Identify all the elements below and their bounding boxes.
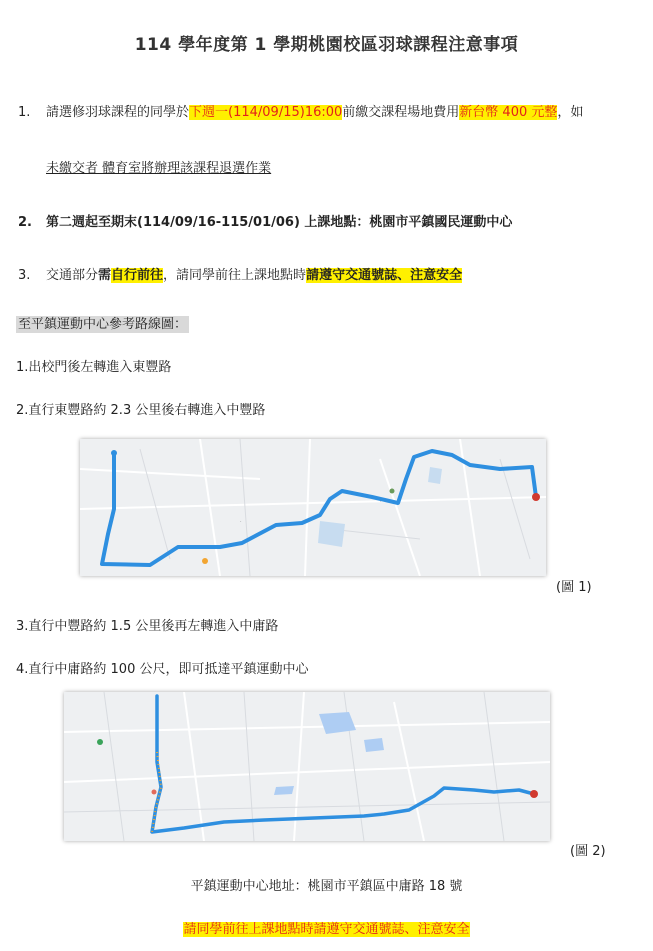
- figure-1-caption: (圖 1): [556, 580, 592, 595]
- notice-item-1-line2: 未繳交者 體育室將辦理該課程退選作業: [46, 161, 272, 176]
- notice-item-1: 1. 請選修羽球課程的同學於下週一(114/09/15)16:00前繳交課程場地費用新台幣 400 元整，如: [18, 105, 584, 120]
- footer-warning: 請同學前往上課地點時請遵守交通號誌、注意安全: [183, 922, 470, 937]
- payment-deadline: 下週一(114/09/15)16:00: [189, 105, 343, 120]
- item-number: 1.: [18, 105, 31, 120]
- notice-item-2: 2. 第二週起至期末(114/09/16-115/01/06) 上課地點：桃園市平鎮國民運動中心: [18, 215, 513, 230]
- route-step-1: 1.出校門後左轉進入東豐路: [16, 360, 172, 375]
- svg-text:·: ·: [380, 499, 382, 505]
- route-step-2: 2.直行東豐路約 2.3 公里後右轉進入中豐路: [16, 403, 266, 418]
- fee-amount: 新台幣 400 元整: [459, 105, 558, 120]
- svg-text:·: ·: [240, 519, 242, 525]
- page-title: 114 學年度第 1 學期桃園校區羽球課程注意事項: [134, 35, 519, 55]
- route-map-1: [80, 439, 546, 576]
- route-map-2: [64, 692, 550, 841]
- route-step-3: 3.直行中豐路約 1.5 公里後再左轉進入中庸路: [16, 619, 279, 634]
- route-step-4: 4.直行中庸路約 100 公尺，即可抵達平鎮運動中心: [16, 662, 309, 677]
- venue-address: 平鎮運動中心地址：桃園市平鎮區中庸路 18 號: [190, 879, 463, 894]
- safety-warning: 請遵守交通號誌、注意安全: [306, 268, 463, 283]
- route-heading: 至平鎮運動中心參考路線圖：: [18, 317, 188, 332]
- figure-2-caption: (圖 2): [570, 844, 606, 859]
- notice-item-3: 3. 交通部分需自行前往，請同學前往上課地點時請遵守交通號誌、注意安全: [18, 268, 463, 283]
- class-location: 第二週起至期末(114/09/16-115/01/06) 上課地點：桃園市平鎮國民運動中心: [46, 215, 513, 230]
